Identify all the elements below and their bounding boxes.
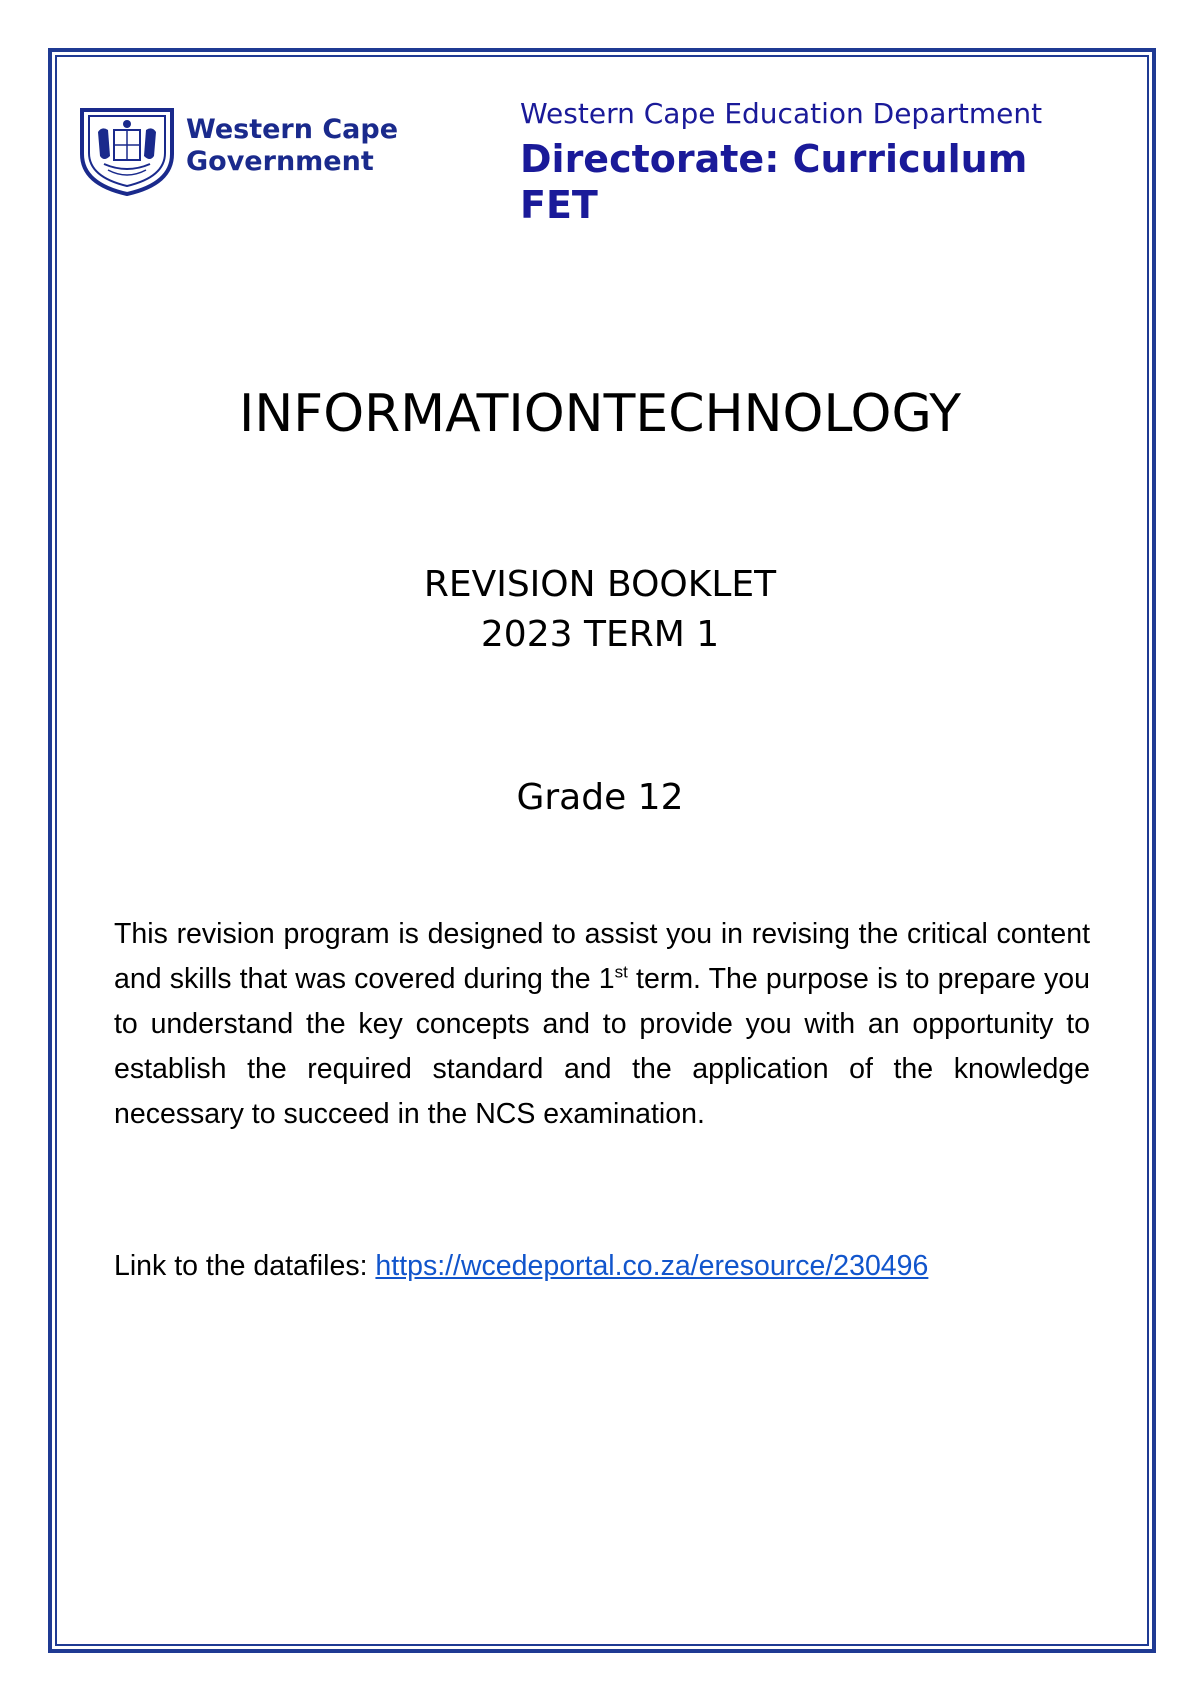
intro-text-1: This revision program is designed to assist you in revising the critical content and skills that was covered during the 1 bbox=[114, 918, 1090, 995]
datafiles-link[interactable]: https://wcedeportal.co.za/eresource/230496 bbox=[375, 1250, 929, 1282]
subject-title: INFORMATIONTECHNOLOGY bbox=[239, 384, 961, 444]
intro-text-2: term. The purpose is to prepare you to understand the key concepts and to provide you with an opportunity to establish the required standard and the application of the knowledge necessary to succeed in the NCS examination. bbox=[114, 963, 1091, 1130]
logo-line-2: Government bbox=[186, 146, 374, 177]
logo-line-1: Western Cape bbox=[186, 114, 399, 145]
logo-wordmark bbox=[186, 114, 398, 178]
booklet-title bbox=[0, 560, 1200, 660]
datafiles-label: Link to the datafiles: bbox=[114, 1250, 376, 1282]
intro-superscript: st bbox=[614, 962, 628, 982]
directorate-line-2: FET bbox=[520, 183, 598, 227]
department-header bbox=[520, 96, 1080, 228]
grade-label: Grade 12 bbox=[516, 777, 684, 818]
directorate-title bbox=[520, 136, 1080, 228]
booklet-line-1: REVISION BOOKLET bbox=[423, 564, 777, 605]
department-name: Western Cape Education Department bbox=[520, 97, 1043, 130]
booklet-line-2: 2023 TERM 1 bbox=[480, 614, 720, 655]
directorate-line-1: Directorate: Curriculum bbox=[520, 137, 1028, 181]
page-border-inner bbox=[55, 55, 1149, 1646]
datafiles-line bbox=[114, 1246, 928, 1286]
intro-paragraph bbox=[114, 912, 1090, 1137]
